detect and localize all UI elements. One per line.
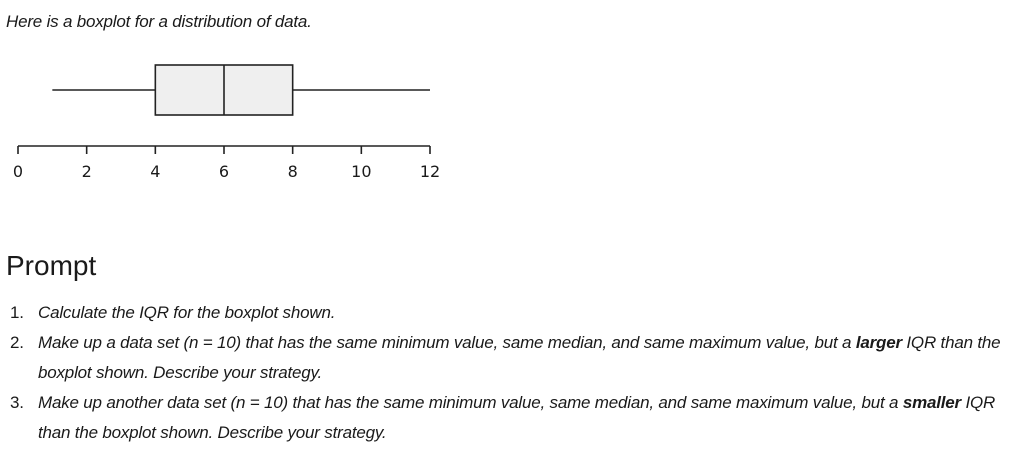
prompt-item-text: IQR than the boxplot shown. Describe your strategy.: [38, 393, 996, 442]
x-axis-tick-label: 10: [351, 162, 372, 181]
x-axis-tick-label: 4: [150, 162, 161, 181]
prompt-item-number: 2.: [10, 333, 24, 352]
x-axis-tick-label: 8: [287, 162, 298, 181]
prompt-item-emphasis: larger: [855, 333, 902, 352]
prompt-item-emphasis: smaller: [902, 393, 961, 412]
prompt-list: [10, 298, 1018, 448]
prompt-item-text: Calculate the IQR for the boxplot shown.: [38, 303, 336, 322]
prompt-item-text: Make up another data set (n = 10) that has the same minimum value, same median, and same maximum value, but a: [38, 393, 903, 412]
x-axis-tick-label: 6: [218, 162, 230, 181]
prompt-item-text: IQR than the boxplot shown. Describe your strategy.: [38, 333, 1001, 382]
boxplot-chart: [0, 50, 460, 190]
prompt-item: [10, 388, 1018, 448]
x-axis-tick-label: 2: [81, 162, 92, 181]
prompt-item: [10, 328, 1018, 388]
x-axis-tick-label: 0: [12, 162, 24, 181]
prompt-item-number: 1.: [10, 303, 24, 322]
prompt-item: [10, 298, 1018, 328]
intro-text: Here is a boxplot for a distribution of data.: [6, 12, 312, 31]
x-axis-tick-label: 12: [419, 162, 441, 181]
prompt-item-number: 3.: [10, 393, 24, 412]
prompt-item-text: Make up a data set (n = 10) that has the same minimum value, same median, and same maximum value, but a: [38, 333, 856, 352]
prompt-heading: Prompt: [6, 250, 97, 281]
